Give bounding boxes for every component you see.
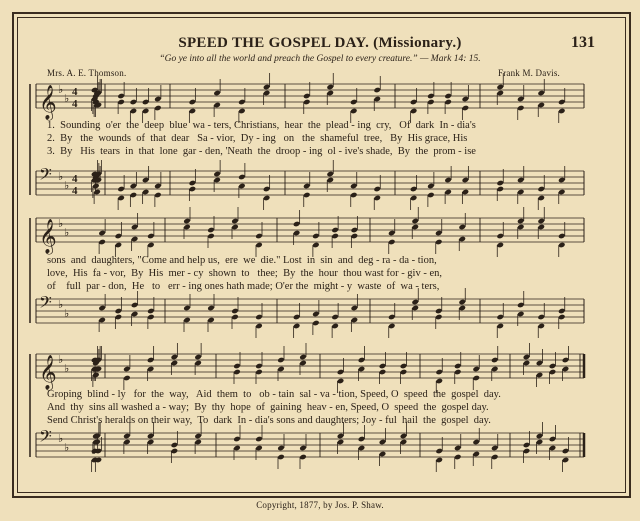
bass-clef-icon: 𝄢 xyxy=(39,292,52,316)
time-signature: 4 xyxy=(72,185,78,197)
flat-icon: ♭ xyxy=(58,298,64,311)
scripture-epigraph: “Go ye into all the world and preach the Gospel to every creature.” — Mark 14: 15. xyxy=(159,54,481,64)
flat-icon: ♭ xyxy=(58,217,64,230)
flat-icon: ♭ xyxy=(64,307,70,320)
flat-icon: ♭ xyxy=(64,362,70,375)
time-signature: 4 xyxy=(72,173,78,185)
bass-clef-icon: 𝄢 xyxy=(39,164,52,188)
flat-icon: ♭ xyxy=(58,353,64,366)
copyright-notice: Copyright, 1877, by Jos. P. Shaw. xyxy=(256,500,384,510)
composer-credit: Frank M. Davis. xyxy=(498,68,560,78)
lyric-line-3-3: Send Christ's heralds on their way, To dark In - dia's sons and daughters; Joy - ful hail the gospel day. xyxy=(47,415,491,426)
hymn-title: SPEED THE GOSPEL DAY. (Missionary.) xyxy=(178,35,462,51)
flat-icon: ♭ xyxy=(64,179,70,192)
lyric-line-2-2: love, His fa - vor, By His mer - cy shown to thee; By the hour thou wast for - giv - en, xyxy=(47,268,443,279)
lyric-line-3-2: And thy sins all washed a - way; By thy hope of gaining heav - en, Speed, O speed the gospel day. xyxy=(47,402,489,413)
flat-icon: ♭ xyxy=(58,432,64,445)
flat-icon: ♭ xyxy=(64,441,70,454)
lyric-line-1-2: 2. By the wounds of that dear Sa - vior, Dy - ing on the shameful tree, By His grace, His xyxy=(47,133,468,144)
lyricist-credit: Mrs. A. E. Thomson. xyxy=(47,68,127,78)
treble-clef-icon: 𝄞 xyxy=(39,355,57,390)
lyric-line-1-1: 1. Sounding o'er the deep blue wa - ters, Christians, hear the plead - ing cry, Of dark In - dia's xyxy=(47,120,476,131)
flat-icon: ♭ xyxy=(64,92,70,105)
page-number: 131 xyxy=(571,34,595,51)
bass-clef-icon: 𝄢 xyxy=(39,426,52,450)
time-signature: 4 xyxy=(72,98,78,110)
time-signature: 4 xyxy=(72,86,78,98)
lyric-line-2-3: of full par - don, He to err - ing ones hath made; O'er the might - y waste of wa - ters, xyxy=(47,281,440,292)
flat-icon: ♭ xyxy=(64,226,70,239)
flat-icon: ♭ xyxy=(58,170,64,183)
lyric-line-3-1: Groping blind - ly for the way, Aid them to ob - tain sal - va - tion, Speed, O speed the gospel day. xyxy=(47,389,501,400)
flat-icon: ♭ xyxy=(58,83,64,96)
lyric-line-1-3: 3. By His tears in that lone gar - den, 'Neath the droop - ing ol - ive's shade, By the prom - ise xyxy=(47,146,476,157)
treble-clef-icon: 𝄞 xyxy=(39,219,57,254)
treble-clef-icon: 𝄞 xyxy=(39,85,57,120)
lyric-line-2-1: sons and daughters, "Come and help us, ere we die." Lost in sin and deg - ra - da - tion, xyxy=(47,255,437,266)
